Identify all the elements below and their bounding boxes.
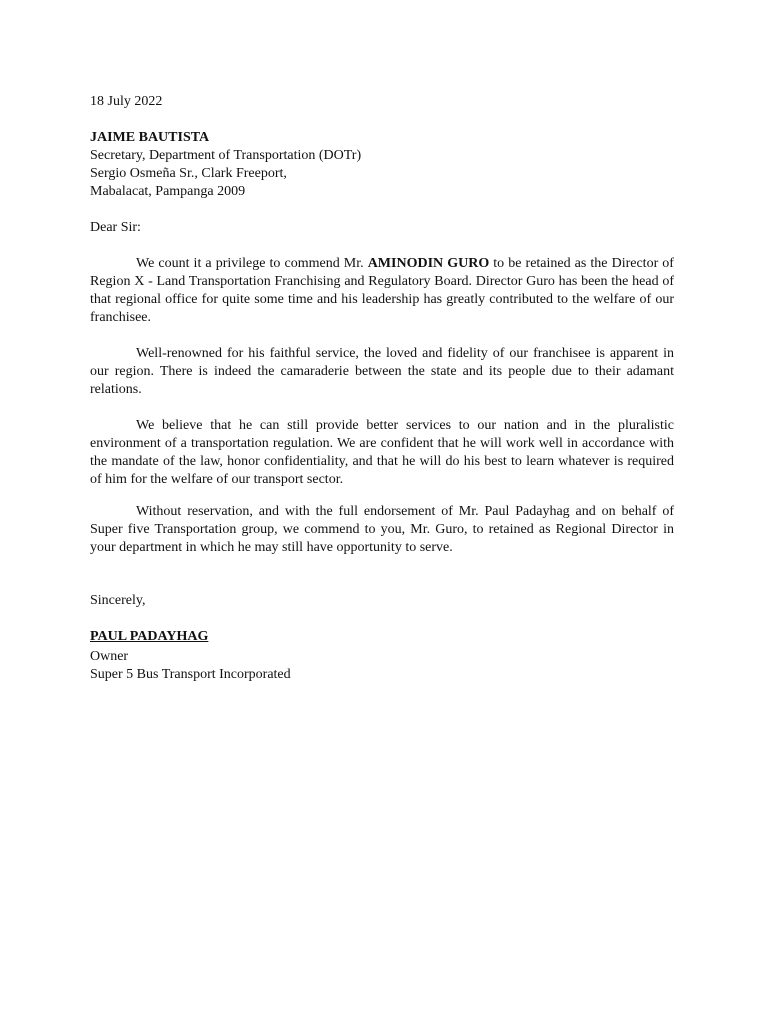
recipient-line-1: Secretary, Department of Transportation (DOTr) [90, 148, 362, 163]
signatory-name: PAUL PADAYHAG [90, 629, 209, 644]
signatory-title: Owner [90, 649, 129, 664]
signature-block [90, 628, 291, 684]
body-paragraph-1 [90, 255, 674, 327]
recipient-line-2: Sergio Osmeña Sr., Clark Freeport, [90, 166, 287, 181]
recipient-line-3: Mabalacat, Pampanga 2009 [90, 184, 246, 199]
salutation: Dear Sir: [90, 220, 141, 235]
letter-date: 18 July 2022 [90, 94, 163, 109]
body-paragraph-4: Without reservation, and with the full endorsement of Mr. Paul Padayhag and on behalf of Super five Transportation group, we commend to you, Mr. Guro, to retained as Regional Director in your department in which he may still have opportunity to serve. [90, 504, 674, 555]
p1-bold-name: AMINODIN GURO [367, 256, 490, 271]
body-paragraph-3: We believe that he can still provide better services to our nation and in the pluralistic environment of a transportation regulation. We are confident that he will work well in accordance with the mandate of the law, honor confidentiality, and that he will do his best to learn whatever is required of him for the welfare of our transport sector. [90, 418, 674, 487]
closing: Sincerely, [90, 593, 146, 608]
p1-text-before: We count it a privilege to commend Mr. [136, 256, 368, 271]
body-paragraph-2: Well-renowned for his faithful service, the loved and fidelity of our franchisee is apparent in our region. There is indeed the camaraderie between the state and its people due to their adamant relations. [90, 346, 674, 397]
recipient-address [90, 129, 361, 201]
signatory-company: Super 5 Bus Transport Incorporated [90, 667, 291, 682]
recipient-name: JAIME BAUTISTA [90, 130, 210, 145]
p1-text-after: to be retained as the Director of Region X - Land Transportation Franchising and Regulatory Board. Director Guro has been the head of that regional office for quite some time and his leadership has greatly contributed to the welfare of our franchisee. [90, 256, 674, 325]
